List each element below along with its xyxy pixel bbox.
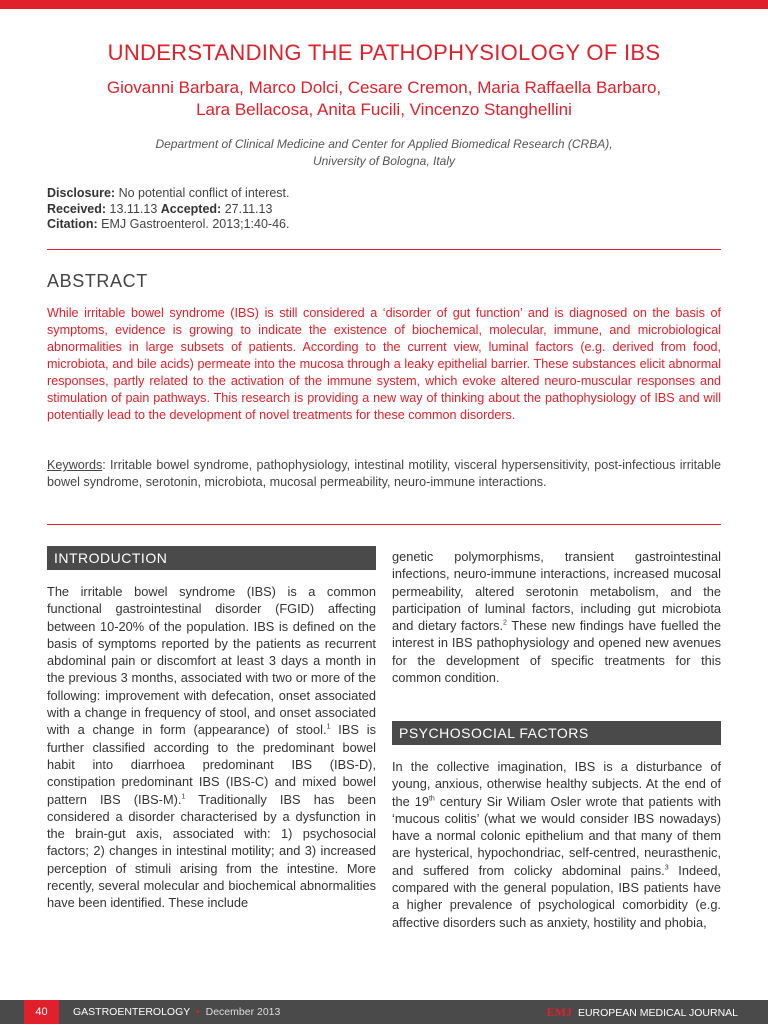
page-footer [0,1000,768,1024]
keywords-text: : Irritable bowel syndrome, pathophysiology, intestinal motility, visceral hypersensitivity, post-infectious irritable bowel syndrome, serotonin, microbiota, mucosal permeability, neuro-immune interactions. [47,458,721,489]
introduction-continued [392,548,721,686]
accepted-label: Accepted: [160,201,222,216]
footer-section-name: GASTROENTEROLOGY [73,1006,191,1018]
citation-label: Citation: [47,217,98,231]
psychosocial-body [392,758,721,931]
citation-value: EMJ Gastroenterol. 2013;1:40-46. [101,217,290,231]
psycho-text-3: Indeed, compared with the general population, IBS patients have a higher prevalence of psychological comorbidity (e.g. affective disorders such as anxiety, hostility and phobia, [392,862,721,930]
disclosure-row [47,186,290,202]
footer-journal [547,1000,738,1025]
psycho-text-2: century Sir Wiliam Osler wrote that patients with ‘mucous colitis’ (what we would consider IBS nowadays) have a normal colonic epithelium and that many of them are hysterical, hypochondriac, self-centred, neurasthenic, and suffered from colicky abdominal pains. [392,793,721,878]
intro-text-1: The irritable bowel syndrome (IBS) is a common functional gastrointestinal disorder (FGID) affecting between 10-20% of the population. IBS is defined on the basis of symptoms reported by the patients as recurrent abdominal pain or discomfort at least 3 days a month in the previous 3 months, associated with two or more of the following: improvement with defecation, onset associated with a change in frequency of stool, and onset associated with a change in form (appearance) of stool. [47,584,376,738]
affiliation [60,136,708,170]
footer-date: December 2013 [205,1006,281,1018]
keywords [47,457,721,491]
received-value: 13.11.13 [109,201,158,216]
dates-row [47,202,290,218]
affiliation-line-1: Department of Clinical Medicine and Center for Applied Biomedical Research (CRBA), [155,137,613,151]
article-title: UNDERSTANDING THE PATHOPHYSIOLOGY OF IBS [107,40,661,65]
abstract-heading: ABSTRACT [47,271,148,291]
section-heading-psychosocial: PSYCHOSOCIAL FACTORS [392,721,721,745]
intro-ref-1: 1 [326,724,331,732]
divider-bottom [47,524,721,525]
section-heading-introduction: INTRODUCTION [47,546,376,570]
intro-cont-text-1: genetic polymorphisms, transient gastrointestinal infections, neuro-immune interactions, increased mucosal permeability, altered serotonin metabolism, and the participation of luminal factors, including gut microbiota and dietary factors. [392,549,721,634]
top-accent-bar [0,0,768,9]
journal-name: EUROPEAN MEDICAL JOURNAL [577,1007,738,1019]
intro-text-3: Traditionally IBS has been considered a disorder characterised by a dysfunction in the brain-gut axis, associated with: 1) psychosocial factors; 2) changes in intestinal motility; and 3) increased perception of stimuli arising from the intestine. More recently, several molecular and biochemical abnormalities have been identified. These include [47,791,376,911]
psycho-text-1: In the collective imagination, IBS is a disturbance of young, anxious, otherwise healthy subjects. At the end of the 19 [392,759,721,809]
received-label: Received: [47,201,107,216]
intro-cont-ref: 2 [503,619,507,627]
abstract-text: While irritable bowel syndrome (IBS) is still considered a ‘disorder of gut function’ and is diagnosed on the basis of symptoms, evidence is growing to indicate the existence of biochemical, molecular, immune, and microbiological abnormalities in large subsets of patients. According to the current view, luminal factors (e.g. derived from food, microbiota, and bile acids) permeate into the mucosa through a leaky epithelial barrier. These substances elicit abnormal responses, partly related to the activation of the immune system, which evoke altered neuro-muscular responses and stimulation of pain pathways. This research is providing a new way of thinking about the pathophysiology of IBS and will potentially lead to the development of novel treatments for these common disorders. [47,306,721,422]
divider-top [47,249,721,250]
authors-line-1: Giovanni Barbara, Marco Dolci, Cesare Cremon, Maria Raffaella Barbaro, [106,78,662,97]
citation-row [47,217,290,233]
affiliation-line-2: University of Bologna, Italy [312,154,456,168]
disclosure-value: No potential conflict of interest. [118,186,290,200]
footer-bullet: • [196,1006,200,1018]
accepted-value: 27.11.13 [224,201,273,216]
authors-line-2: Lara Bellacosa, Anita Fucili, Vincenzo Stanghellini [196,100,572,119]
intro-text-2: IBS is further classified according to the predominant bowel habit into diarrhoea predominant IBS (IBS-D), constipation predominant IBS (IBS-C) and mixed bowel pattern IBS (IBS-M). [47,722,376,807]
article-meta [47,186,290,233]
disclosure-label: Disclosure: [47,186,116,200]
intro-cont-text-2: These new findings have fuelled the interest in IBS pathophysiology and opened new avenues for the development of specific treatments for this common condition. [392,618,721,686]
introduction-body [47,583,376,912]
psycho-sup-th: th [428,795,435,803]
author-list [40,77,728,121]
emj-logo: EMJ [546,1005,573,1019]
keywords-label: Keywords [47,458,103,472]
psycho-ref: 3 [664,864,669,872]
page-number: 40 [24,1000,59,1024]
footer-section [73,1000,280,1024]
intro-ref-2: 1 [181,793,186,801]
